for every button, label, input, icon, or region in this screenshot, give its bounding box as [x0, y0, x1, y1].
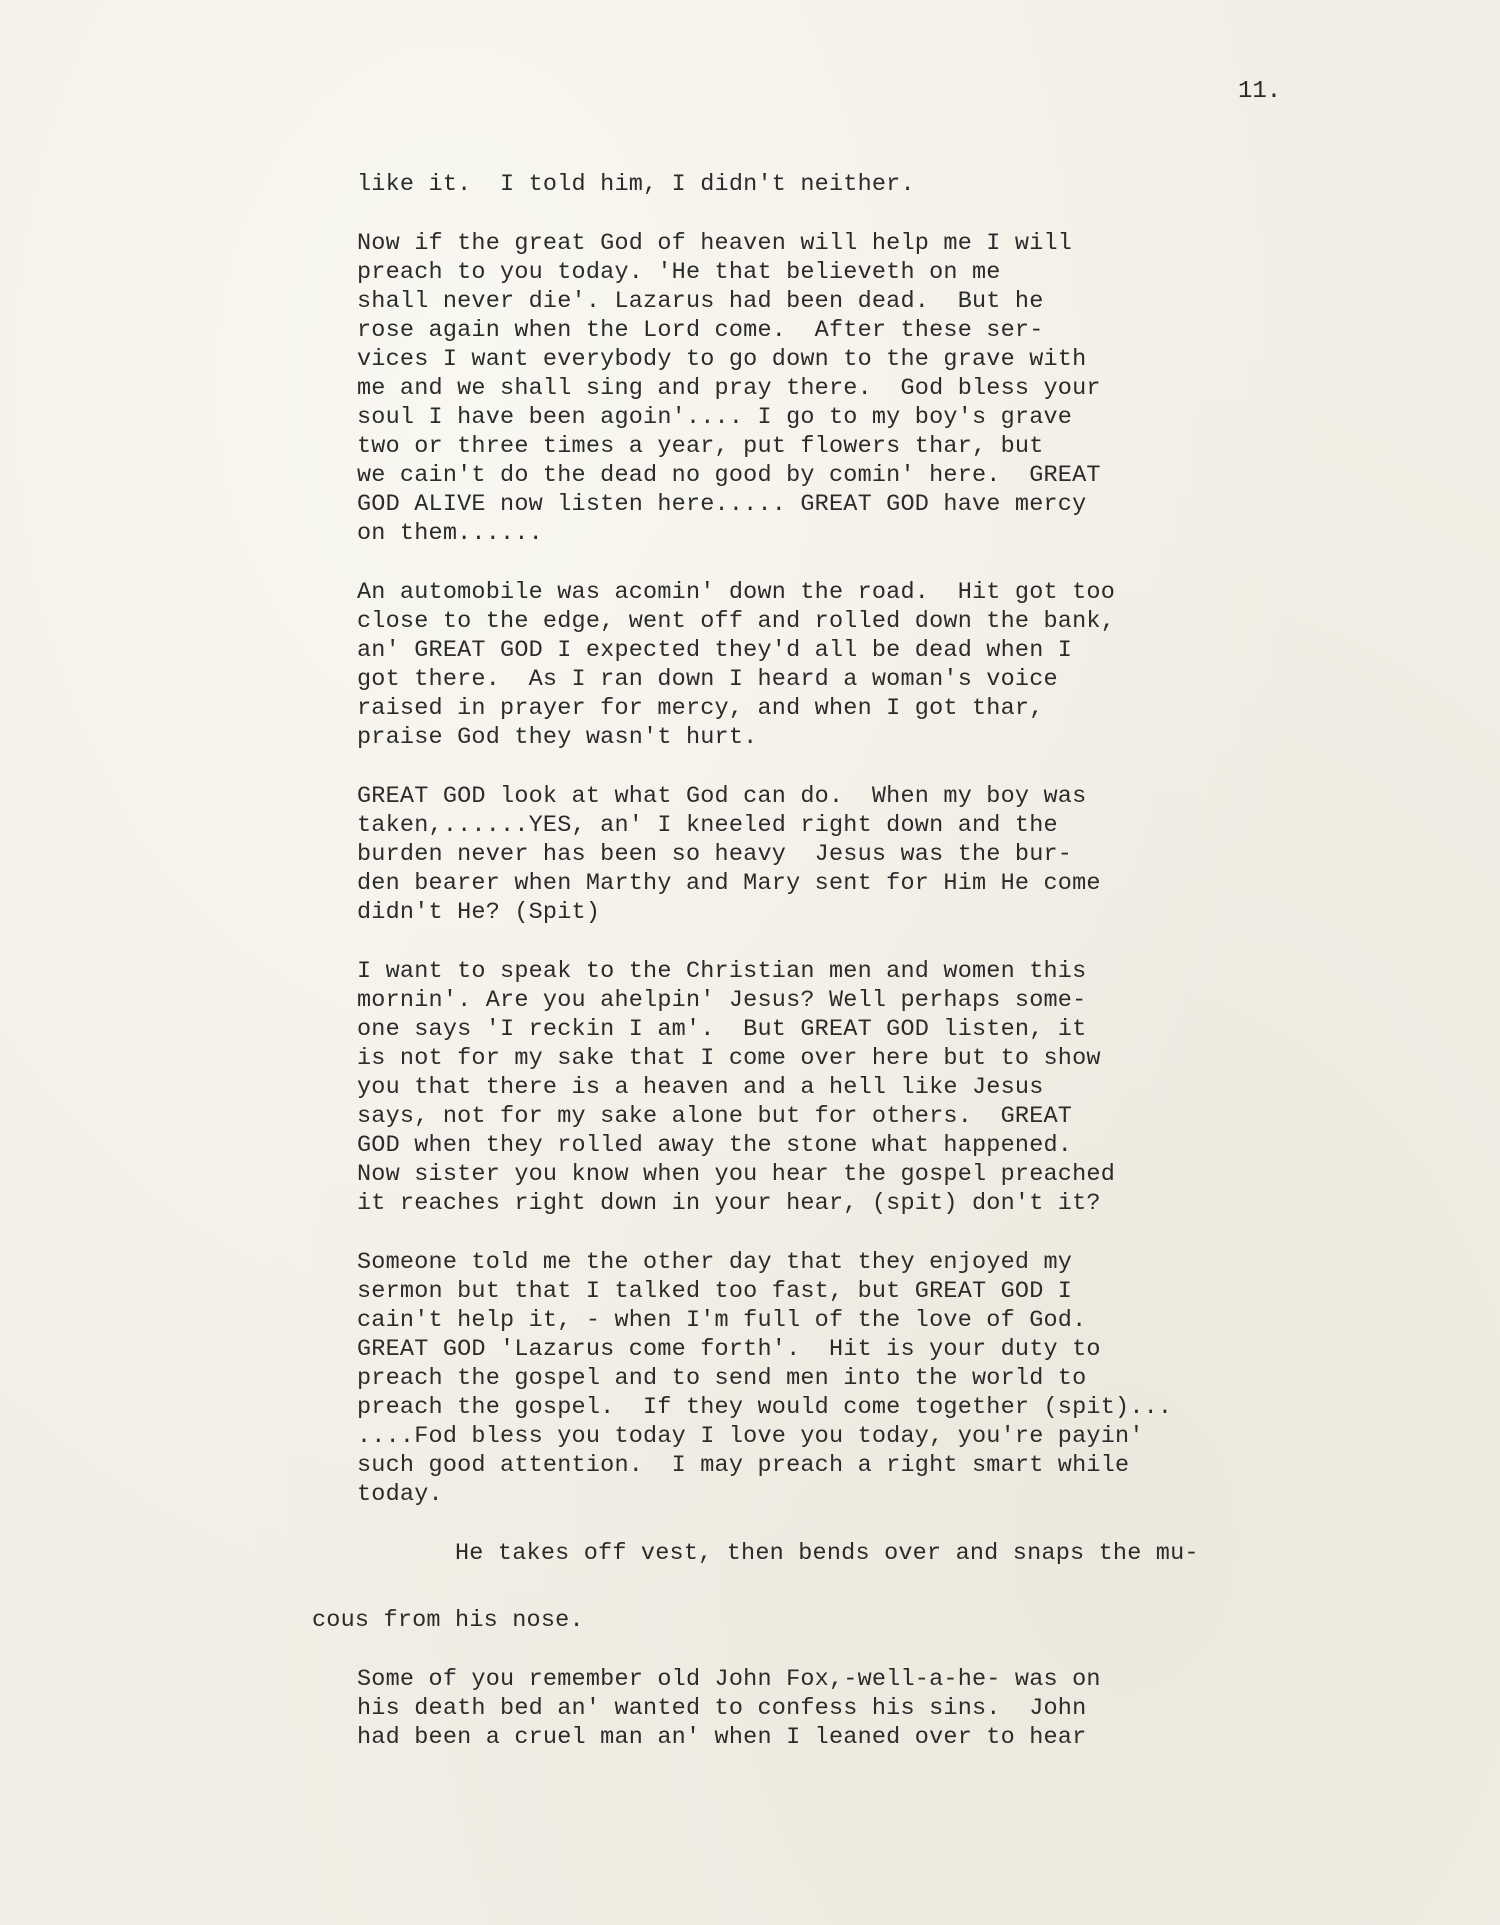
- paragraph-1: [357, 170, 1217, 199]
- text-line: says, not for my sake alone but for others. GREAT: [357, 1103, 1073, 1130]
- text-line: is not for my sake that I come over here but to show: [357, 1045, 1101, 1072]
- text-line: preach the gospel. If they would come together (spit)...: [357, 1394, 1173, 1421]
- paragraph-2: [357, 229, 1217, 548]
- text-line: Some of you remember old John Fox,-well-a-he- was on: [357, 1666, 1101, 1693]
- text-line: on them......: [357, 520, 543, 547]
- text-line: mornin'. Are you ahelpin' Jesus? Well perhaps some-: [357, 987, 1087, 1014]
- text-line: preach the gospel and to send men into the world to: [357, 1365, 1087, 1392]
- text-line: me and we shall sing and pray there. God bless your: [357, 375, 1101, 402]
- stage-direction-line-2: cous from his nose.: [312, 1607, 584, 1634]
- text-line: burden never has been so heavy Jesus was the bur-: [357, 841, 1073, 868]
- text-line: praise God they wasn't hurt.: [357, 724, 758, 751]
- text-line: we cain't do the dead no good by comin' here. GREAT: [357, 462, 1101, 489]
- text-line: raised in prayer for mercy, and when I got thar,: [357, 695, 1044, 722]
- text-line: cain't help it, - when I'm full of the love of God.: [357, 1307, 1087, 1334]
- paragraph-4: [357, 782, 1217, 927]
- text-line: An automobile was acomin' down the road. Hit got too: [357, 579, 1116, 606]
- text-line: Now sister you know when you hear the gospel preached: [357, 1161, 1116, 1188]
- paragraph-6: [357, 1248, 1217, 1509]
- sermon-text: [312, 170, 1217, 1782]
- text-line: GOD ALIVE now listen here..... GREAT GOD have mercy: [357, 491, 1087, 518]
- text-line: rose again when the Lord come. After these ser-: [357, 317, 1044, 344]
- text-line: didn't He? (Spit): [357, 899, 601, 926]
- page-number: 11.: [1238, 78, 1282, 105]
- text-line: preach to you today. 'He that believeth on me: [357, 259, 1001, 286]
- text-line: his death bed an' wanted to confess his sins. John: [357, 1695, 1087, 1722]
- text-line: close to the edge, went off and rolled down the bank,: [357, 608, 1116, 635]
- text-line: such good attention. I may preach a right smart while: [357, 1452, 1130, 1479]
- text-line: it reaches right down in your hear, (spit) don't it?: [357, 1190, 1101, 1217]
- text-line: soul I have been agoin'.... I go to my boy's grave: [357, 404, 1073, 431]
- text-line: ....Fod bless you today I love you today, you're payin': [357, 1423, 1144, 1450]
- text-line: vices I want everybody to go down to the grave with: [357, 346, 1087, 373]
- text-line: today.: [357, 1481, 443, 1508]
- text-line: an' GREAT GOD I expected they'd all be dead when I: [357, 637, 1073, 664]
- text-line: GREAT GOD 'Lazarus come forth'. Hit is your duty to: [357, 1336, 1101, 1363]
- text-line: got there. As I ran down I heard a woman's voice: [357, 666, 1058, 693]
- text-line: Someone told me the other day that they enjoyed my: [357, 1249, 1073, 1276]
- text-line: had been a cruel man an' when I leaned over to hear: [357, 1724, 1087, 1751]
- paragraph-7: [357, 1665, 1217, 1752]
- text-line: GREAT GOD look at what God can do. When my boy was: [357, 783, 1087, 810]
- text-line: you that there is a heaven and a hell like Jesus: [357, 1074, 1044, 1101]
- stage-direction: [312, 1539, 1217, 1635]
- text-line: shall never die'. Lazarus had been dead. But he: [357, 288, 1044, 315]
- text-line: like it. I told him, I didn't neither.: [357, 171, 915, 198]
- text-line: Now if the great God of heaven will help me I will: [357, 230, 1073, 257]
- text-line: one says 'I reckin I am'. But GREAT GOD listen, it: [357, 1016, 1087, 1043]
- text-line: sermon but that I talked too fast, but GREAT GOD I: [357, 1278, 1073, 1305]
- text-line: taken,......YES, an' I kneeled right down and the: [357, 812, 1058, 839]
- text-line: I want to speak to the Christian men and women this: [357, 958, 1087, 985]
- text-line: two or three times a year, put flowers thar, but: [357, 433, 1044, 460]
- text-line: den bearer when Marthy and Mary sent for Him He come: [357, 870, 1101, 897]
- paragraph-5: [357, 957, 1217, 1218]
- paragraph-3: [357, 578, 1217, 752]
- stage-direction-line-1: He takes off vest, then bends over and snaps the mu-: [455, 1540, 1199, 1567]
- text-line: GOD when they rolled away the stone what happened.: [357, 1132, 1073, 1159]
